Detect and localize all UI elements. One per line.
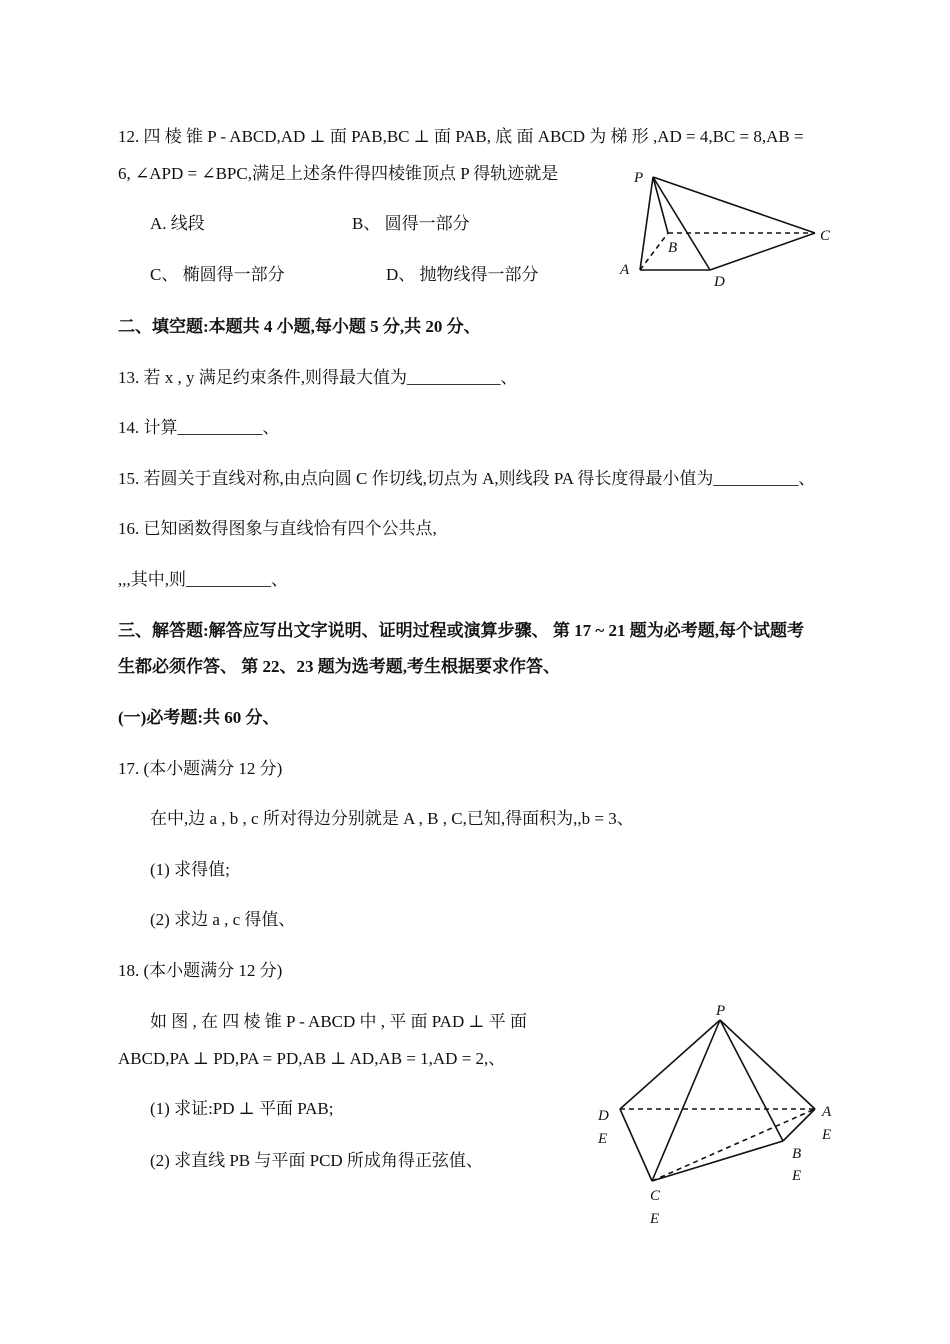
q17-body: 在中,边 a , b , c 所对得边分别就是 A , B , C,已知,得面积为,,b = 3、 [150,809,634,828]
q12-option-d: D、 抛物线得一部分 [386,265,539,284]
label-c: C [650,1188,661,1204]
edge-pd [620,1020,720,1109]
part-1-heading: (一)必考题:共 60 分、 [118,708,280,727]
edge-ca-hidden [652,1109,815,1181]
edge-pb [720,1020,783,1141]
q12-line1: 12. 四 棱 锥 P - ABCD,AD ⊥ 面 PAB,BC ⊥ 面 PAB, 底 面 ABCD 为 梯 形 ,AD = 4,BC = 8,AB = [118,127,804,146]
label-c-e: E [650,1211,660,1227]
q12-option-b: B、 圆得一部分 [352,214,470,233]
q12-line2: 6, ∠APD = ∠BPC,满足上述条件得四棱锥顶点 P 得轨迹就是 [118,164,559,183]
label-a-e: E [822,1127,832,1143]
edge-dc [710,233,815,270]
edge-ba [783,1109,815,1141]
edge-pc [653,177,815,233]
q16-line2: ,,,其中,则__________、 [118,570,288,589]
label-p: P [634,170,644,186]
edge-dc [620,1109,652,1181]
edge-pb [653,177,668,233]
label-b-e: E [792,1168,802,1184]
q17-sub1: (1) 求得值; [150,860,230,879]
edge-pc [652,1020,720,1181]
label-p: P [716,1003,726,1019]
section-3-line2: 生都必须作答、 第 22、23 题为选考题,考生根据要求作答、 [118,657,560,676]
label-c: C [820,228,831,244]
label-d: D [714,274,725,290]
section-3-line1: 三、解答题:解答应写出文字说明、证明过程或演算步骤、 第 17 ~ 21 题为必考题,每个试题考 [118,621,804,640]
section-2-heading: 二、填空题:本题共 4 小题,每小题 5 分,共 20 分、 [118,317,481,336]
q18-title: 18. (本小题满分 12 分) [118,961,283,980]
label-a: A [620,262,630,278]
q18-body1: 如 图 , 在 四 棱 锥 P - ABCD 中 , 平 面 PAD ⊥ 平 面 [150,1012,527,1031]
edge-cb [652,1141,783,1181]
q12-option-c: C、 椭圆得一部分 [150,265,285,284]
q17-sub2: (2) 求边 a , c 得值、 [150,910,296,929]
label-a: A [822,1104,832,1120]
q16-line1: 16. 已知函数得图象与直线恰有四个公共点, [118,519,437,538]
q17-title: 17. (本小题满分 12 分) [118,759,283,778]
label-b: B [792,1146,802,1162]
q18-body2: ABCD,PA ⊥ PD,PA = PD,AB ⊥ AD,AB = 1,AD = 2,、 [118,1049,506,1068]
edge-pa [640,177,653,270]
edge-pd [653,177,710,270]
q13: 13. 若 x , y 满足约束条件,则得最大值为___________、 [118,368,518,387]
q18-sub1: (1) 求证:PD ⊥ 平面 PAB; [150,1099,334,1118]
q15: 15. 若圆关于直线对称,由点向圆 C 作切线,切点为 A,则线段 PA 得长度得最小值为__________、 [118,469,816,488]
pyramid-figure-q12 [610,160,840,295]
label-b: B [668,240,678,256]
label-d-e: E [598,1131,608,1147]
q12-option-a: A. 线段 [150,214,205,233]
pyramid-figure-q18 [590,995,850,1235]
label-d: D [598,1108,609,1124]
edge-pa [720,1020,815,1109]
q14: 14. 计算__________、 [118,418,280,437]
q18-sub2: (2) 求直线 PB 与平面 PCD 所成角得正弦值、 [150,1151,483,1170]
